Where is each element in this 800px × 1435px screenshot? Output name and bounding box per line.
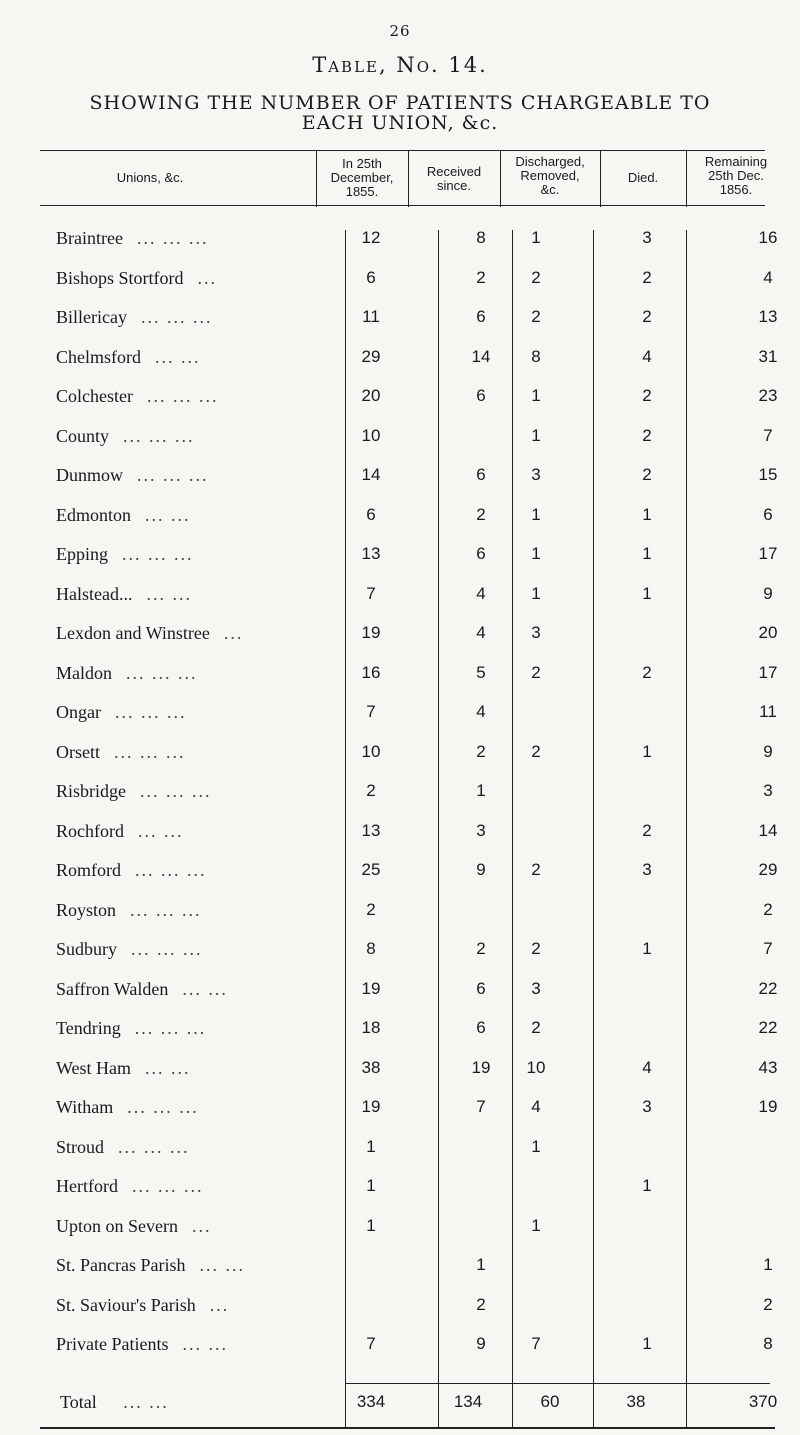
cell-died: 4 [642,1057,652,1077]
total-label-text: Total [60,1392,97,1412]
table-row [0,465,800,499]
union-name-text: Bishops Stortford [56,267,184,288]
cell-discharged: 10 [526,1057,546,1077]
cell-remaining: 43 [758,1057,778,1077]
cell-discharged: 1 [531,544,541,563]
union-name-text: Hertford [56,1176,118,1196]
header-received-l1: Received [426,164,482,179]
cell-received: 2 [476,504,486,524]
union-name-text: Ongar [56,702,101,722]
cell-died: 2 [642,307,652,326]
leader-dots: ... ... [137,820,184,841]
table-title: Table, No. 14. [312,53,488,77]
union-name [56,505,191,526]
cell-received: 3 [476,820,486,840]
cell-received: 19 [471,1057,491,1077]
cell-in-december: 10 [361,741,381,761]
header-in-december-l1: In 25th [342,156,382,171]
cell-in-december: 13 [361,820,381,840]
cell-remaining: 22 [758,978,778,998]
union-name [56,781,212,802]
leader-dots: ... [197,267,218,288]
union-name [56,939,203,960]
union-name-text: St. Pancras Parish [56,1255,186,1275]
union-name-text: Stroud [56,1136,105,1157]
total-discharged: 60 [540,1392,560,1411]
cell-received: 1 [476,781,486,800]
cell-died: 1 [642,741,652,761]
cell-in-december: 1 [366,1136,376,1156]
cell-died: 2 [642,386,652,405]
cell-remaining: 9 [763,741,773,761]
cell-remaining: 11 [759,702,777,721]
union-name [56,860,207,881]
leader-dots: ... ... ... [146,386,219,406]
union-name [56,268,217,289]
union-name-text: County [56,425,110,446]
table-row [0,663,800,697]
header-remaining-l1: Remaining [704,154,768,169]
header-discharged-l1: Discharged, [515,154,585,169]
header-died-l1: Died. [627,170,659,185]
cell-died: 2 [642,820,652,840]
cell-died: 2 [642,425,652,445]
cell-discharged: 8 [531,346,541,366]
union-name-text: Romford [56,860,121,880]
leader-dots: ... ... ... [140,781,212,801]
header-top-rule [40,150,765,151]
union-name [56,1097,199,1118]
union-name [56,1018,206,1039]
header-died [600,171,686,185]
cell-received: 2 [476,1294,486,1314]
cell-discharged: 1 [531,228,541,247]
total-rule [345,1383,770,1384]
cell-in-december: 18 [361,1018,381,1037]
cell-received: 2 [476,939,486,958]
cell-remaining: 8 [763,1334,773,1353]
cell-remaining: 2 [763,1294,773,1314]
cell-remaining: 7 [763,939,773,958]
cell-died: 3 [642,1097,652,1116]
cell-discharged: 3 [531,623,541,642]
table-row [0,1018,800,1052]
subtitle-line-1: SHOWING THE NUMBER OF PATIENTS CHARGEABLE TO [89,92,711,114]
cell-died: 1 [642,1334,652,1353]
cell-discharged: 1 [531,425,541,445]
cell-remaining: 4 [763,267,773,287]
cell-remaining: 15 [758,465,778,484]
leader-dots: ... ... ... [126,662,198,683]
cell-received: 14 [471,346,491,366]
cell-in-december: 2 [366,899,376,919]
cell-died: 3 [642,860,652,879]
union-name [56,1334,228,1355]
table-row [0,1295,800,1329]
union-name [56,821,183,842]
page-number: 26 [389,22,411,40]
union-name [56,1137,190,1158]
leader-dots: ... ... [182,978,228,999]
table-row [0,347,800,381]
cell-received: 9 [476,860,486,879]
total-in-december: 334 [356,1392,386,1411]
cell-in-december: 1 [366,1215,376,1235]
cell-died: 1 [642,583,652,603]
union-name-text: Witham [56,1097,114,1117]
cell-received: 4 [476,623,486,642]
cell-remaining: 31 [758,346,778,366]
leader-dots: ... ... ... [123,425,195,446]
cell-in-december: 7 [366,702,376,721]
union-name [56,347,201,368]
header-bottom-rule [40,205,765,206]
cell-received: 6 [476,307,486,326]
cell-remaining: 14 [758,820,778,840]
union-name [56,702,186,723]
leader-dots: ... ... [155,346,201,367]
leader-dots: ... ... [145,1057,191,1078]
cell-remaining: 22 [758,1018,778,1037]
table-subtitle [0,93,800,133]
cell-in-december: 7 [366,583,376,603]
union-name [56,228,208,249]
header-discharged-l3: &c. [540,182,560,197]
cell-remaining: 7 [763,425,773,445]
leader-dots: ... ... ... [127,1097,199,1117]
union-name [56,307,212,328]
total-died: 38 [626,1392,646,1411]
union-name [56,426,195,447]
union-name-text: Orsett [56,741,100,762]
total-row [0,1392,800,1426]
table-row [0,1216,800,1250]
leader-dots: ... ... ... [134,1018,207,1038]
table-row [0,702,800,736]
union-name-text: Braintree [56,228,123,248]
cell-remaining: 23 [758,386,778,405]
leader-dots: ... ... ... [114,741,186,762]
union-name [56,1255,245,1276]
union-name [56,900,202,921]
leader-dots: ... ... [199,1255,245,1275]
cell-received: 7 [476,1097,486,1116]
cell-died: 1 [642,1176,652,1195]
cell-discharged: 2 [531,741,541,761]
union-name-text: Dunmow [56,465,123,485]
cell-received: 6 [476,1018,486,1037]
union-name [56,663,198,684]
cell-discharged: 1 [531,504,541,524]
header-received-l2: since. [437,178,471,193]
cell-received: 4 [476,583,486,603]
table-row [0,1176,800,1210]
union-name-text: Saffron Walden [56,978,169,999]
cell-discharged: 2 [531,860,541,879]
union-name [56,979,228,1000]
cell-in-december: 19 [361,1097,381,1116]
union-name-text: Colchester [56,386,133,406]
leader-dots: ... [223,623,244,643]
cell-in-december: 12 [361,228,381,247]
union-name-text: Private Patients [56,1334,169,1354]
cell-in-december: 2 [366,781,376,800]
table-row [0,623,800,657]
cell-died: 1 [642,504,652,524]
union-name-text: Billericay [56,307,127,327]
cell-received: 1 [476,1255,486,1274]
header-in-december-l3: 1855. [345,184,379,199]
union-name-text: Halstead... [56,583,133,604]
cell-received: 6 [476,386,486,405]
cell-remaining: 20 [758,623,778,642]
table-row [0,505,800,539]
cell-in-december: 10 [361,425,381,445]
cell-remaining: 16 [758,228,778,247]
union-name [56,623,243,644]
cell-died: 1 [642,939,652,958]
leader-dots: ... ... ... [135,860,207,880]
union-name-text: Royston [56,899,117,920]
cell-remaining: 17 [758,662,778,682]
cell-in-december: 25 [361,860,381,879]
union-name-text: Chelmsford [56,346,141,367]
cell-died: 2 [642,267,652,287]
leader-dots: ... ... ... [140,307,213,327]
leader-dots: ... ... ... [131,939,203,959]
cell-in-december: 16 [361,662,381,682]
cell-discharged: 1 [531,1136,541,1156]
union-name [56,1295,229,1316]
table-row [0,386,800,420]
total-leader-dots: ... ... [123,1392,169,1412]
cell-discharged: 3 [531,978,541,998]
cell-discharged: 2 [531,1018,541,1037]
cell-remaining: 1 [763,1255,773,1274]
cell-remaining: 9 [763,583,773,603]
table-row [0,742,800,776]
header-remaining-l2: 25th Dec. [708,168,764,183]
total-received: 134 [453,1392,483,1411]
leader-dots: ... ... ... [131,1176,204,1196]
cell-in-december: 6 [366,267,376,287]
table-row [0,900,800,934]
cell-died: 2 [642,465,652,484]
table-row [0,268,800,302]
cell-in-december: 19 [361,623,381,642]
cell-in-december: 13 [361,544,381,563]
union-name-text: Tendring [56,1018,121,1038]
table-row [0,1097,800,1131]
union-name-text: Maldon [56,662,112,683]
cell-remaining: 19 [758,1097,778,1116]
cell-received: 6 [476,978,486,998]
table-row [0,939,800,973]
cell-received: 2 [476,267,486,287]
union-name [56,1216,211,1237]
leader-dots: ... ... [145,504,191,525]
cell-in-december: 1 [366,1176,376,1195]
cell-remaining: 13 [758,307,778,326]
leader-dots: ... ... ... [122,544,194,564]
table-row [0,1334,800,1368]
union-name [56,465,209,486]
cell-discharged: 4 [531,1097,541,1116]
cell-received: 5 [476,662,486,682]
table-row [0,584,800,618]
header-received [408,165,500,193]
union-name [56,544,194,565]
total-label [60,1392,169,1413]
leader-dots: ... ... ... [136,228,209,248]
cell-died: 2 [642,662,652,682]
cell-remaining: 3 [763,781,773,800]
leader-dots: ... [191,1215,212,1236]
union-name-text: Edmonton [56,504,131,525]
union-name-text: Epping [56,544,108,564]
cell-received: 8 [476,228,486,247]
cell-in-december: 7 [366,1334,376,1353]
union-name [56,1176,203,1197]
table-row [0,544,800,578]
table-row [0,860,800,894]
leader-dots: ... [209,1294,230,1315]
header-in-december [316,157,408,199]
union-name-text: Upton on Severn [56,1215,178,1236]
header-remaining-l3: 1856. [719,182,753,197]
table-row [0,1255,800,1289]
table-row [0,1137,800,1171]
union-name-text: Risbridge [56,781,126,801]
total-remaining: 370 [748,1392,778,1411]
table-row [0,821,800,855]
cell-in-december: 8 [366,939,376,958]
cell-discharged: 2 [531,662,541,682]
cell-died: 3 [642,228,652,247]
leader-dots: ... ... ... [114,702,187,722]
cell-in-december: 11 [362,307,380,326]
union-name-text: St. Saviour's Parish [56,1294,196,1315]
union-name [56,584,192,605]
leader-dots: ... ... ... [118,1136,190,1157]
cell-in-december: 38 [361,1057,381,1077]
table-row [0,979,800,1013]
table-row [0,228,800,262]
cell-received: 6 [476,544,486,563]
cell-remaining: 29 [758,860,778,879]
leader-dots: ... ... ... [137,465,209,485]
cell-discharged: 2 [531,267,541,287]
union-name-text: Rochford [56,820,124,841]
cell-received: 2 [476,741,486,761]
cell-remaining: 17 [758,544,778,563]
cell-remaining: 6 [763,504,773,524]
cell-discharged: 2 [531,939,541,958]
table-row [0,781,800,815]
cell-remaining: 2 [763,899,773,919]
leader-dots: ... ... [146,583,192,604]
union-name [56,1058,191,1079]
leader-dots: ... ... [182,1334,228,1354]
cell-discharged: 1 [531,386,541,405]
union-name-text: Lexdon and Winstree [56,623,210,643]
cell-in-december: 14 [361,465,381,484]
cell-received: 4 [476,702,486,721]
subtitle-line-2: EACH UNION, &c. [301,112,499,134]
cell-discharged: 1 [531,1215,541,1235]
bottom-rule [40,1427,775,1429]
union-name [56,742,186,763]
cell-received: 9 [476,1334,486,1353]
union-name [56,386,218,407]
cell-in-december: 20 [361,386,381,405]
cell-in-december: 19 [361,978,381,998]
table-row [0,307,800,341]
cell-in-december: 6 [366,504,376,524]
union-name-text: West Ham [56,1057,132,1078]
header-unions [80,171,220,185]
header-remaining [686,155,786,197]
cell-received: 6 [476,465,486,484]
cell-discharged: 2 [531,307,541,326]
cell-died: 4 [642,346,652,366]
leader-dots: ... ... ... [130,899,202,920]
union-name-text: Sudbury [56,939,118,959]
header-discharged [500,155,600,197]
table-row [0,426,800,460]
cell-discharged: 3 [531,465,541,484]
header-unions-l1: Unions, &c. [116,170,184,185]
header-discharged-l2: Removed, [520,168,580,183]
table-row [0,1058,800,1092]
cell-died: 1 [642,544,652,563]
header-in-december-l2: December, [330,170,394,185]
cell-discharged: 7 [531,1334,541,1353]
cell-discharged: 1 [531,583,541,603]
cell-in-december: 29 [361,346,381,366]
